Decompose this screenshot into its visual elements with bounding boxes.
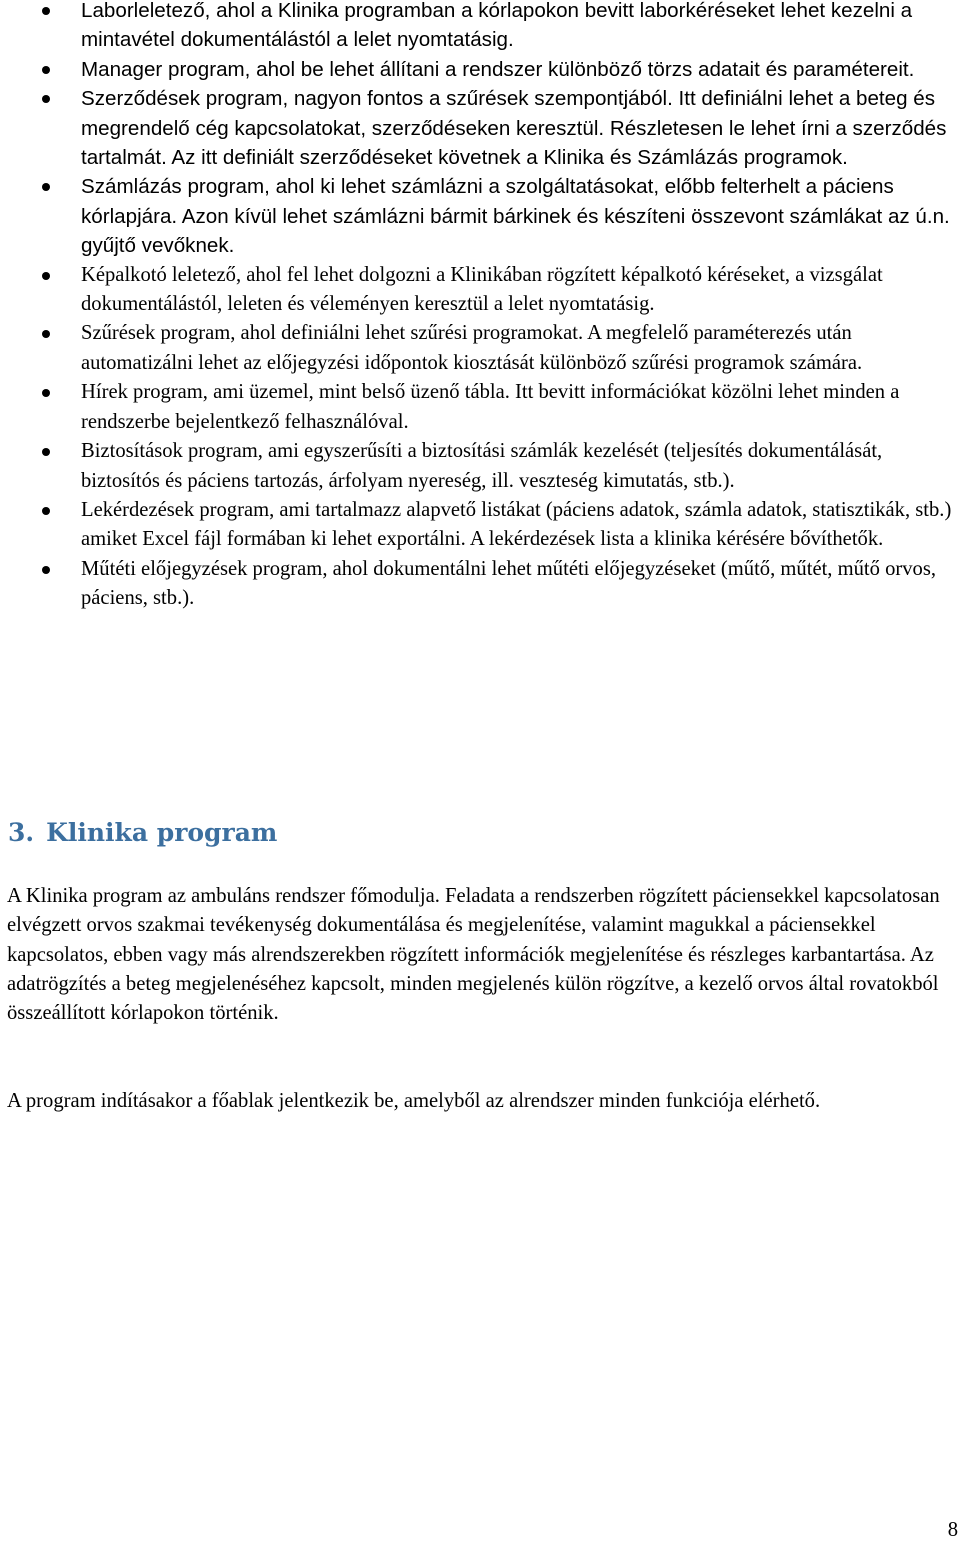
bullet-text: Laborleletező, ahol a Klinika programban a kórlapokon bevitt laborkéréseket lehet kezelni a mintavétel dokumentálástól a lelet nyomtatásig. [81,0,913,52]
bullet-dot [42,330,50,338]
module-bullet-list [0,0,960,614]
bullet-dot [42,183,50,191]
bullet-item-hirek [0,378,960,437]
page-number: 8 [947,1519,958,1541]
bullet-text: Szerződések program, nagyon fontos a szűrések szempontjából. Itt definiálni lehet a beteg és megrendelő cég kapcsolatokat, szerződéseken keresztül. Részletesen le lehet írni a szerződés tartalmát. Az itt definiált szerződéseket követnek a Klinika és Számlázás programok. [81,87,947,170]
bullet-item-szuresek [0,319,960,378]
bullet-text: Szűrések program, ahol definiálni lehet szűrési programokat. A megfelelő paraméterezés után automatizálni lehet az előjegyzési időpontok kiosztását különböző szűrési programok számára. [81,322,863,374]
bullet-item-szamlazas [0,172,960,260]
body-paragraph-intro: A Klinika program az ambuláns rendszer főmodulja. Feladata a rendszerben rögzített páciensekkel kapcsolatosan elvégzett orvos szakmai tevékenység dokumentálása és megjelenítése, valamint magukkal a páciensekkel kapcsolatos, ebben vagy más alrendszerekben rögzített információk megjelenítése és részleges karbantartása. Az adatrögzítés a beteg megjelenéséhez kapcsolt, minden megjelenés külön rögzítve, a kezelő orvos által rovatokból összeállított kórlapokon történik. [7,885,940,1025]
bullet-dot [42,272,50,280]
bullet-dot [42,389,50,397]
bullet-text: Képalkotó leletező, ahol fel lehet dolgozni a Klinikában rögzített képalkotó kéréseket, a vizsgálat dokumentálástól, leleten és véleményen keresztül a lelet nyomtatásig. [81,263,883,316]
bullet-item-manager [0,55,960,84]
bullet-dot [42,7,50,15]
bullet-text: Számlázás program, ahol ki lehet számlázni a szolgáltatásokat, előbb felterhelt a páciens kórlapjára. Azon kívül lehet számlázni bármit bárkinek és készíteni összevont számlákat az ú.n. gyűjtő vevőknek. [81,175,950,258]
bullet-text: Biztosítások program, ami egyszerűsíti a biztosítási számlák kezelését (teljesítés dokumentálását, biztosítós és páciens tartozás, árfolyam nyereség, ill. veszteség kimutatás, stb.). [81,440,883,492]
bullet-item-muteti-elojegyzesek [0,555,960,614]
bullet-text: Hírek program, ami üzemel, mint belső üzenő tábla. Itt bevitt információkat közölni lehet minden a rendszerbe bejelentkező felhasználóval. [81,381,900,433]
bullet-item-lekerdezesek [0,496,960,555]
section-title: Klinika program [46,818,278,847]
bullet-text: Műtéti előjegyzések program, ahol dokumentálni lehet műtéti előjegyzéseket (műtő, műtét, műtő orvos, páciens, stb.). [81,557,936,610]
bullet-item-szerzodesek [0,84,960,172]
bullet-item-laborleletezo [0,0,960,55]
section-heading [8,818,277,847]
bullet-dot [42,507,50,515]
body-paragraph-main-window: A program indításakor a főablak jelentkezik be, amelyből az alrendszer minden funkciója elérhető. [7,1090,821,1112]
bullet-text: Manager program, ahol be lehet állítani a rendszer különböző törzs adatait és paramétereit. [81,57,915,81]
bullet-dot [42,66,50,74]
bullet-dot [42,95,50,103]
bullet-text: Lekérdezések program, ami tartalmazz alapvető listákat (páciens adatok, számla adatok, statisztikák, stb.) amiket Excel fájl formában ki lehet exportálni. A lekérdezések lista a klinika kérésére bővíthetők. [81,498,952,551]
section-number: 3. [8,818,35,847]
bullet-dot [42,448,50,456]
bullet-item-kepalkoto [0,261,960,320]
bullet-item-biztositasok [0,437,960,496]
bullet-dot [42,566,50,574]
